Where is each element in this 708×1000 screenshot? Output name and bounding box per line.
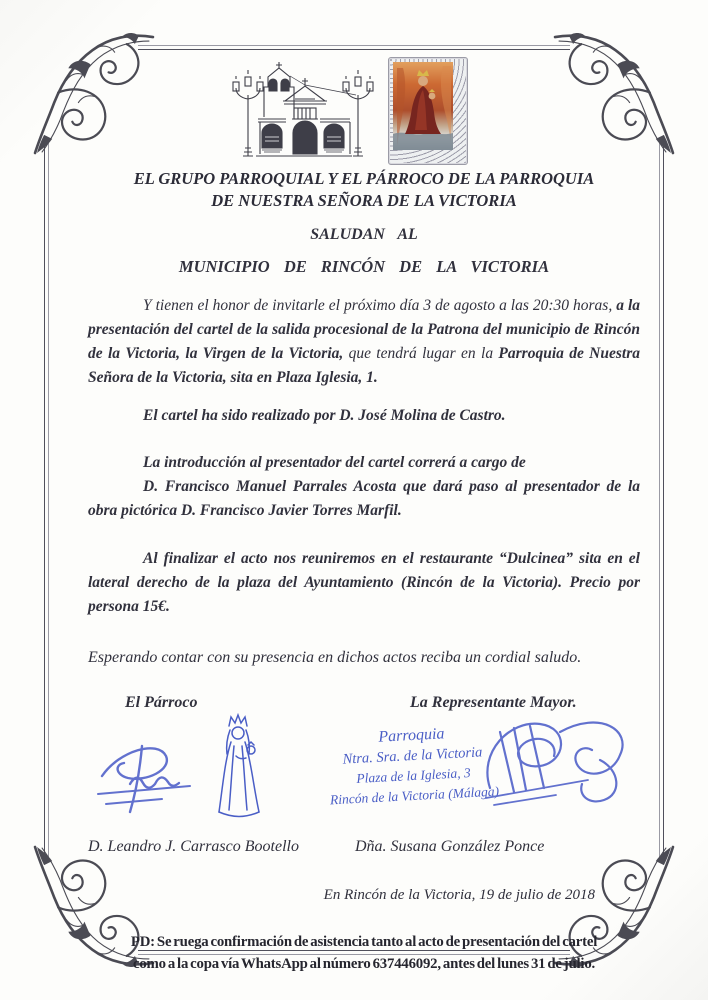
right-signer-name: Dña. Susana González Ponce bbox=[355, 838, 545, 855]
church-line-drawing-icon bbox=[228, 61, 378, 163]
paragraph-cartel-author: El cartel ha sido realizado por D. José Molina de Castro. bbox=[143, 407, 506, 424]
virgin-portrait-image bbox=[388, 57, 468, 165]
header-artwork bbox=[0, 57, 708, 172]
postscript-note: PD: Se ruega confirmación de asistencia tanto al acto de presentación del cartel como a la copa vía WhatsApp al número 637446092, antes del lunes 31 de julio. bbox=[130, 934, 598, 972]
paragraph-closing: Esperando contar con su presencia en dichos actos reciba un cordial saludo. bbox=[88, 649, 582, 666]
paragraph-introduction-line2: D. Francisco Manuel Parrales Acosta que dará paso al presentador de la obra pictórica D. Francisco Javier Torres Marfil. bbox=[88, 478, 640, 519]
stamp-line-3: Plaza de la Iglesia, 3 bbox=[355, 765, 471, 786]
stamp-line-2: Ntra. Sra. de la Victoria bbox=[342, 744, 483, 768]
addressee: MUNICIPIO DE RINCÓN DE LA VICTORIA bbox=[178, 257, 550, 276]
left-signer-name: D. Leandro J. Carrasco Bootello bbox=[88, 838, 299, 855]
letter-body bbox=[88, 168, 640, 975]
representante-signature bbox=[466, 700, 646, 818]
stamp-line-4: Rincón de la Victoria (Málaga) bbox=[329, 783, 500, 808]
stamp-line-1: Parroquia bbox=[377, 725, 445, 746]
frame-border-top bbox=[138, 45, 570, 50]
invitation-bold-1: a la presentación del cartel de la salida procesional de la Patrona del municipio de Rincón de la Victoria, la Virgen de la Victoria, bbox=[88, 297, 640, 362]
left-role-label: El Párroco bbox=[125, 694, 198, 711]
frame-border-left bbox=[44, 138, 49, 862]
signature-zone bbox=[88, 714, 640, 836]
invitation-regular-1: Y tienen el honor de invitarle el próximo día 3 de agosto a las 20:30 horas, bbox=[143, 297, 617, 314]
invitation-regular-2: que tendrá lugar en la bbox=[348, 345, 499, 362]
stamp-virgin-icon bbox=[209, 712, 267, 820]
paragraph-invitation bbox=[88, 294, 640, 390]
title-line-1: EL GRUPO PARROQUIAL Y EL PÁRROCO DE LA PARROQUIA bbox=[133, 169, 595, 188]
title-line-2: DE NUESTRA SEÑORA DE LA VICTORIA bbox=[211, 191, 517, 210]
salutation: SALUDAN AL bbox=[310, 226, 418, 243]
paragraph-introduction-line1: La introducción al presentador del cartel correrá a cargo de bbox=[143, 454, 526, 471]
frame-border-right bbox=[659, 138, 664, 862]
letter-title bbox=[88, 168, 640, 212]
right-role-label: La Representante Mayor. bbox=[410, 694, 577, 711]
date-line: En Rincón de la Victoria, 19 de julio de 2018 bbox=[323, 887, 595, 903]
signature-names-row bbox=[88, 838, 640, 860]
paragraph-restaurant: Al finalizar el acto nos reuniremos en el restaurante “Dulcinea” sita en el lateral derecho de la plaza del Ayuntamiento (Rincón de la Victoria). Precio por persona 15€. bbox=[88, 550, 640, 615]
invitation-bold-2: Parroquia de Nuestra Señora de la Victoria, sita en Plaza Iglesia, 1. bbox=[88, 345, 641, 386]
